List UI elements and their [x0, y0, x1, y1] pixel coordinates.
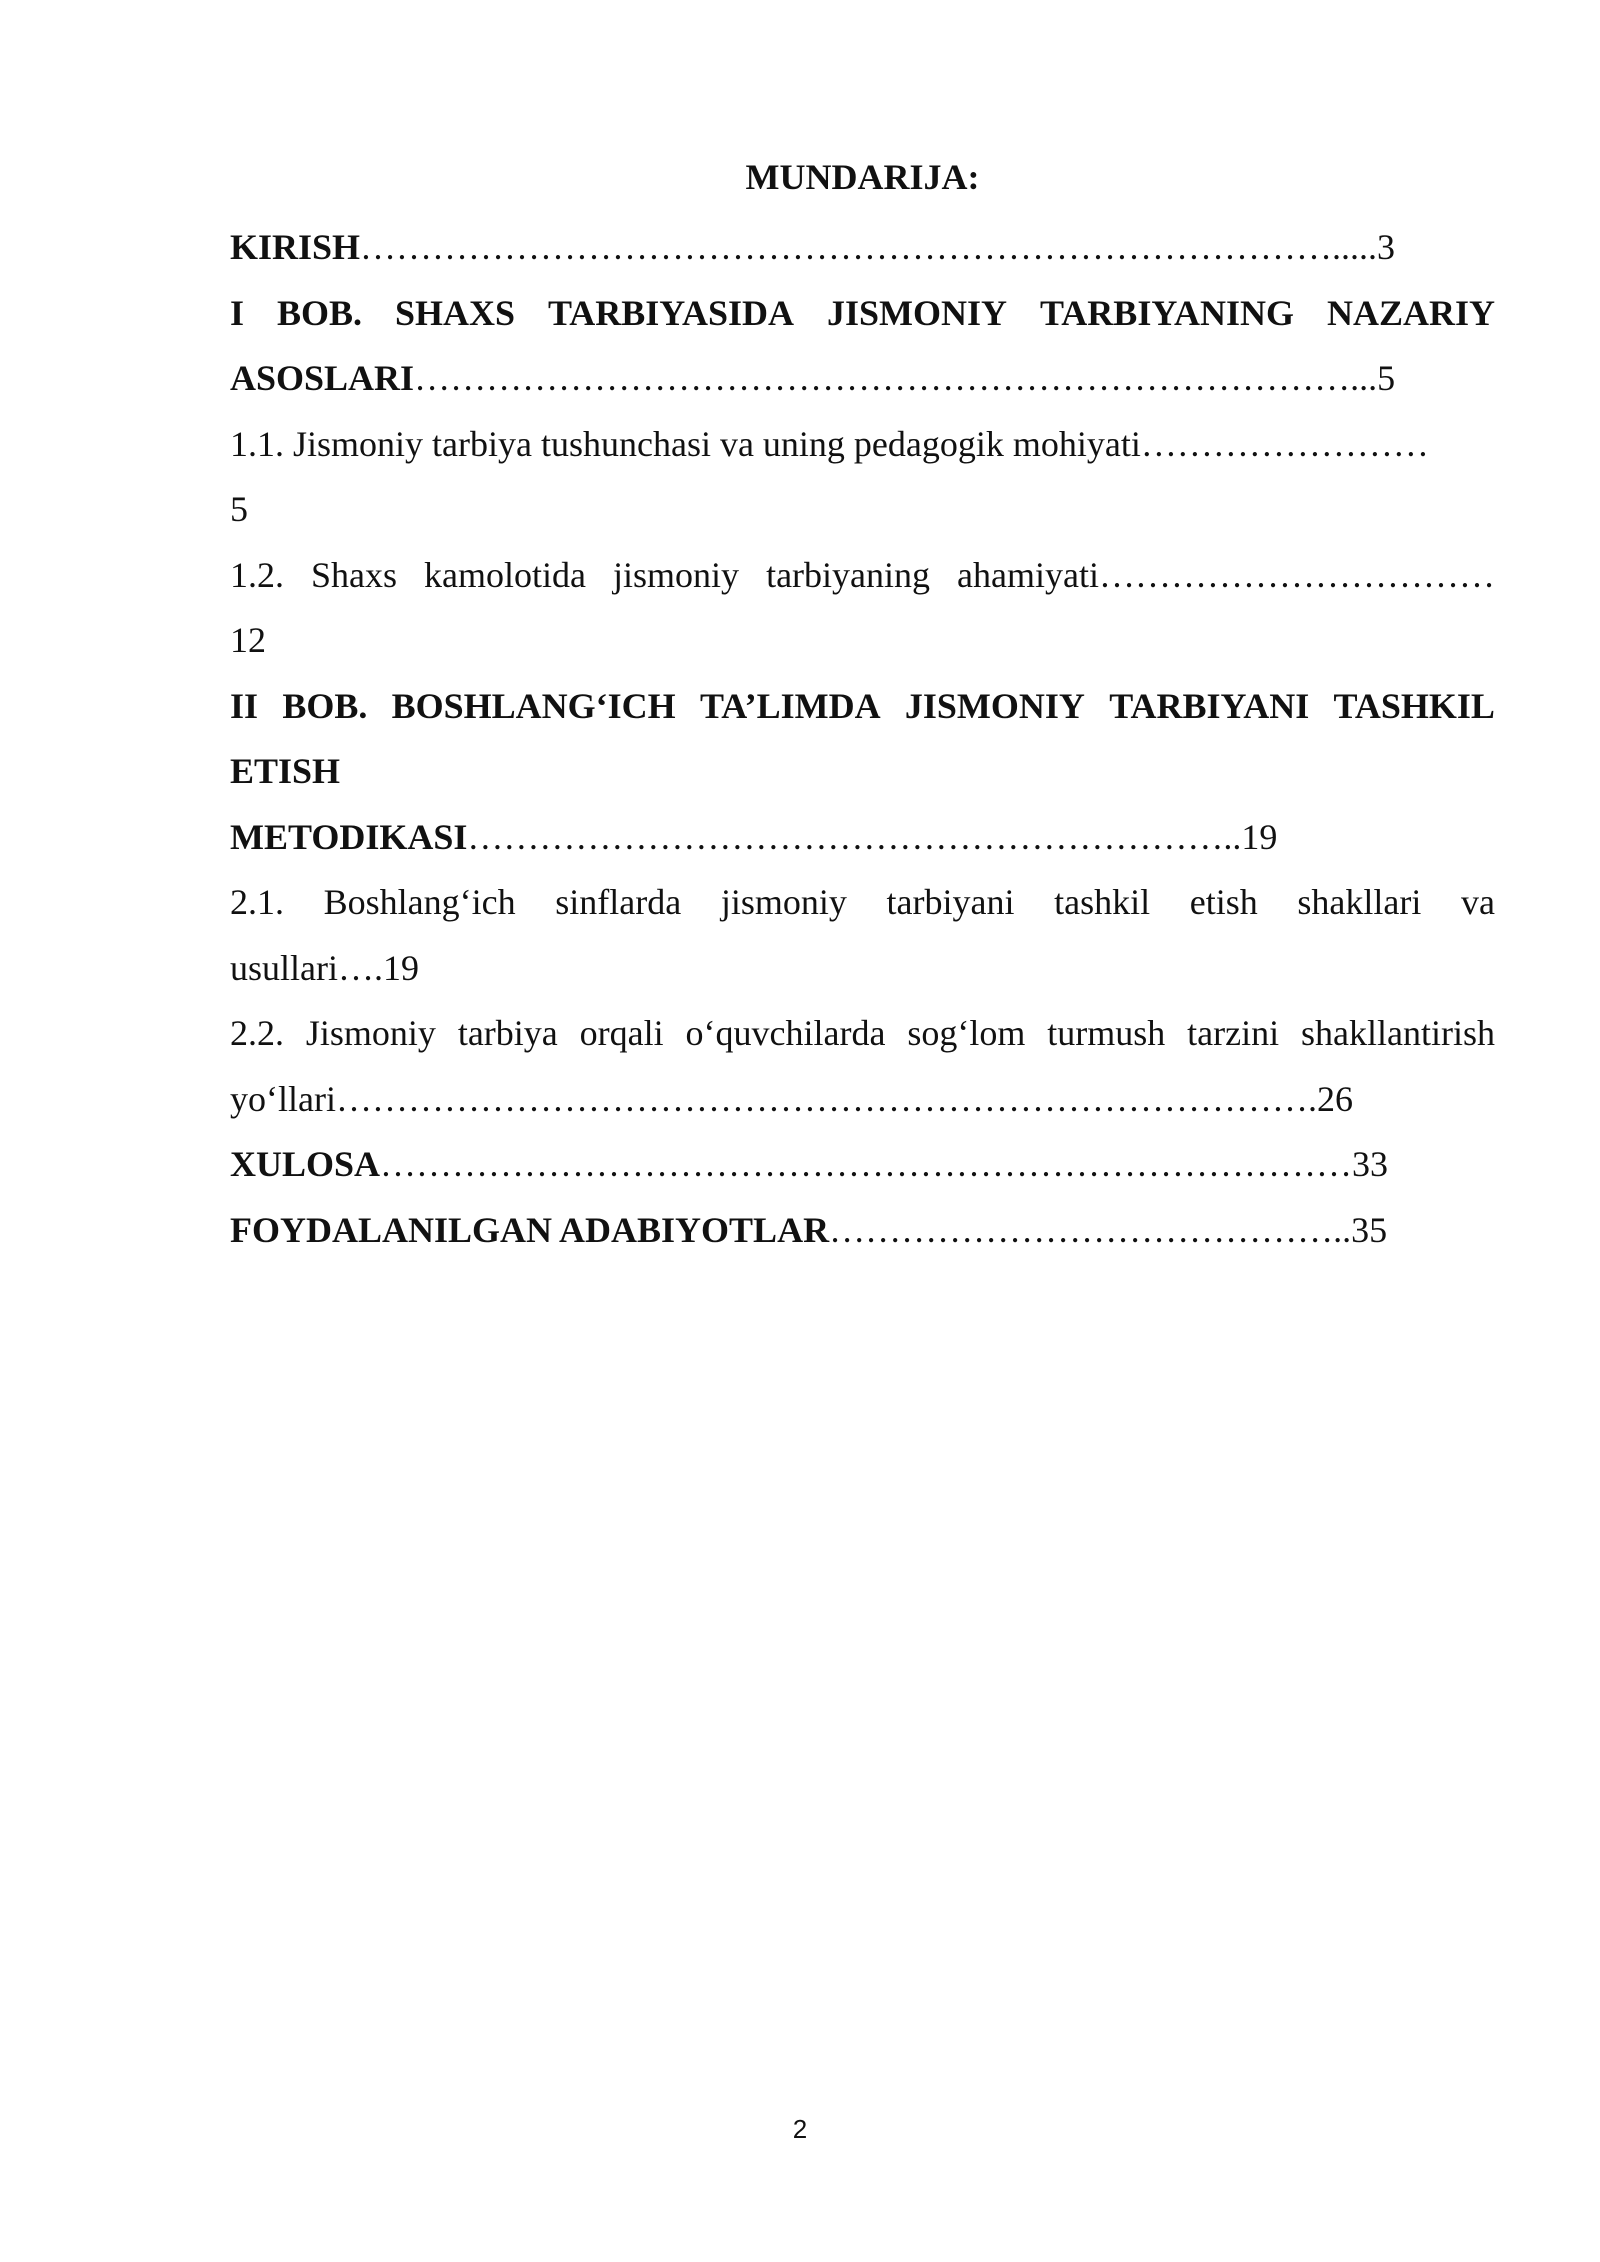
toc-word: TASHKIL — [1333, 685, 1495, 726]
toc-word: shakllantirish — [1301, 1013, 1495, 1053]
toc-entry-leader: ……………………………………..35 — [829, 1209, 1388, 1250]
toc-entry-1-1: 1.1. Jismoniy tarbiya tushunchasi va uning pedagogik mohiyati…………………… — [230, 423, 1429, 464]
toc-word: orqali — [579, 1013, 664, 1053]
toc-word: va — [1461, 882, 1495, 922]
toc-word: BOSHLANG‘ICH — [391, 685, 676, 726]
toc-word: ahamiyati…………………………… — [957, 554, 1495, 595]
toc-word: sog‘lom — [907, 1013, 1026, 1053]
toc-entry-label: XULOSA — [230, 1144, 381, 1184]
toc-word: TA’LIMDA — [699, 685, 881, 726]
toc-word: sinflarda — [555, 882, 682, 922]
toc-word: JISMONIY — [826, 292, 1008, 333]
toc-word: BOB. — [282, 685, 368, 726]
toc-word: II — [230, 685, 259, 726]
toc-word: shakllari — [1297, 882, 1422, 922]
toc-word: I — [230, 292, 245, 333]
toc-word: tashkil — [1054, 882, 1151, 922]
toc-word: TARBIYASIDA — [547, 292, 795, 333]
toc-word: tarbiyaning — [766, 554, 931, 595]
toc-entry-metodikasi — [230, 805, 1495, 871]
toc-word: tarzini — [1187, 1013, 1280, 1053]
toc-entry-asoslari — [230, 346, 1495, 412]
toc-word: TARBIYANING — [1039, 292, 1295, 333]
toc-word: BOB. — [276, 292, 362, 333]
toc-word: etish — [1189, 882, 1258, 922]
toc-entry-1-1-page: 5 — [230, 489, 248, 529]
table-of-contents — [230, 150, 1495, 1263]
toc-word: turmush — [1047, 1013, 1166, 1053]
toc-word: Boshlang‘ich — [323, 882, 516, 922]
toc-chapter-2-title-etish: ETISH — [230, 751, 341, 791]
toc-word: jismoniy — [720, 882, 847, 922]
toc-word: TARBIYANI — [1109, 685, 1310, 726]
toc-entry-label: ASOSLARI — [230, 358, 415, 398]
toc-heading: MUNDARIJA: — [745, 157, 980, 197]
toc-entry-leader: ……………………………………………………………………….26 — [335, 1078, 1353, 1119]
toc-entry-2-2-continuation — [230, 1067, 1495, 1133]
toc-word: tarbiyani — [886, 882, 1015, 922]
toc-entry-label: yo‘llari — [230, 1078, 336, 1119]
toc-word: o‘quvchilarda — [685, 1013, 886, 1053]
page-number: 2 — [792, 2114, 808, 2144]
toc-entry-2-1 — [230, 870, 1495, 936]
toc-entry-label: FOYDALANILGAN ADABIYOTLAR — [230, 1209, 830, 1250]
toc-word: Jismoniy — [305, 1013, 436, 1053]
toc-word: JISMONIY — [904, 685, 1085, 726]
toc-entry-references — [230, 1198, 1495, 1264]
toc-entry-1-2 — [230, 543, 1495, 609]
toc-entry-label: KIRISH — [230, 227, 361, 267]
toc-entry-1-2-page: 12 — [230, 620, 266, 660]
toc-word: Shaxs — [311, 554, 398, 595]
toc-entry-xulosa — [230, 1132, 1495, 1198]
toc-entry-leader: ……………………………………………………………………….....3 — [360, 227, 1396, 267]
toc-chapter-2-title-line — [230, 674, 1495, 740]
toc-entry-leader: ……………………………………………………………………...5 — [414, 358, 1396, 398]
toc-word: tarbiya — [457, 1013, 558, 1053]
toc-word: SHAXS — [394, 292, 515, 333]
toc-word: 1.2. — [230, 554, 284, 595]
toc-word: 2.2. — [230, 1013, 284, 1053]
toc-word: NAZARIY — [1326, 292, 1495, 333]
toc-chapter-1-title-line — [230, 281, 1495, 347]
toc-entry-kirish — [230, 215, 1495, 281]
toc-word: jismoniy — [613, 554, 740, 595]
toc-entry-2-1-continuation: usullari….19 — [230, 947, 419, 988]
toc-entry-leader: ………………………………………………………..19 — [467, 816, 1278, 857]
toc-word: kamolotida — [424, 554, 587, 595]
toc-entry-label: METODIKASI — [230, 816, 468, 857]
toc-entry-2-2 — [230, 1001, 1495, 1067]
toc-word: 2.1. — [230, 882, 284, 922]
toc-entry-leader: ………………………………………………………………………33 — [380, 1144, 1389, 1184]
